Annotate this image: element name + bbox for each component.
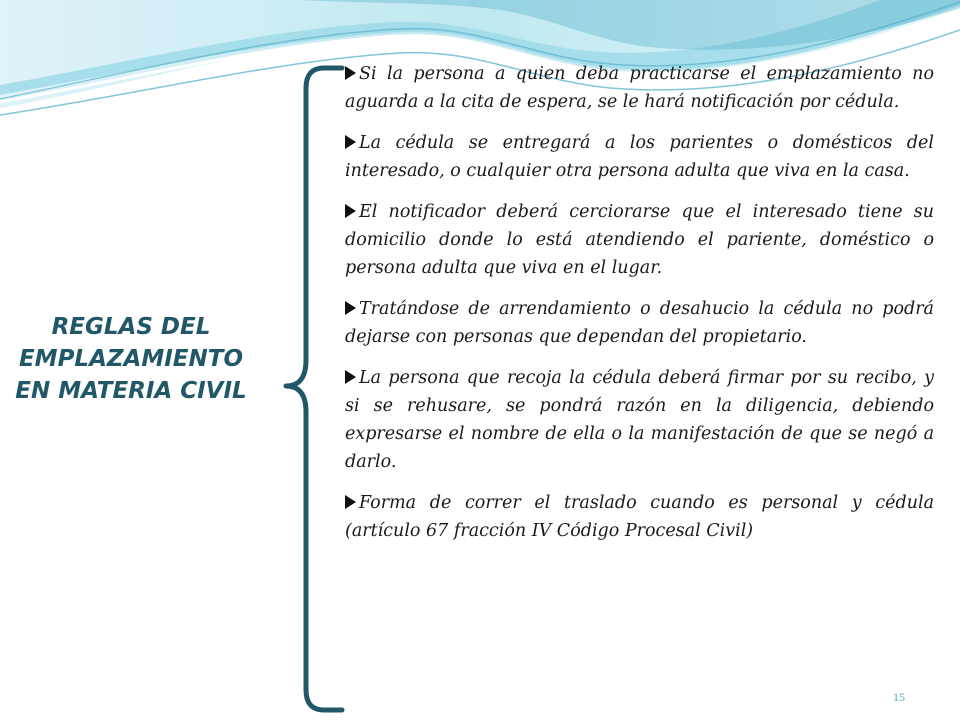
- page-number: 15: [893, 690, 905, 704]
- arrow-bullet-icon: [345, 135, 356, 149]
- arrow-bullet-icon: [345, 370, 356, 384]
- list-item: [345, 60, 934, 116]
- arrow-bullet-icon: [345, 301, 356, 315]
- arrow-bullet-icon: [345, 495, 356, 509]
- list-item: [345, 198, 934, 282]
- arrow-bullet-icon: [345, 66, 356, 80]
- slide-title: [4, 311, 258, 407]
- curly-bracket: [282, 60, 352, 720]
- list-item: [345, 364, 934, 476]
- arrow-bullet-icon: [345, 204, 356, 218]
- list-item: [345, 129, 934, 185]
- title-line: REGLAS DEL: [51, 314, 211, 340]
- title-line: EMPLAZAMIENTO: [18, 346, 244, 372]
- item-text: Tratándose de arrendamiento o desahucio la cédula no podrá dejarse con personas que dependan del propietario.: [345, 299, 934, 347]
- item-text: El notificador deberá cerciorarse que el interesado tiene su domicilio donde lo está atendiendo el pariente, doméstico o persona adulta que viva en el lugar.: [345, 202, 934, 278]
- title-line: EN MATERIA CIVIL: [15, 378, 247, 404]
- item-text: Si la persona a quien deba practicarse el emplazamiento no aguarda a la cita de espera, se le hará notificación por cédula.: [345, 64, 934, 112]
- bullet-list: [345, 60, 934, 558]
- item-text: La persona que recoja la cédula deberá firmar por su recibo, y si se rehusare, se pondrá razón en la diligencia, debiendo expresarse el nombre de ella o la manifestación de que se negó a darlo.: [345, 368, 934, 472]
- item-text: La cédula se entregará a los parientes o domésticos del interesado, o cualquier otra persona adulta que viva en la casa.: [345, 133, 934, 181]
- list-item: [345, 295, 934, 351]
- item-text: Forma de correr el traslado cuando es personal y cédula (artículo 67 fracción IV Código Procesal Civil): [345, 493, 934, 541]
- list-item: [345, 489, 934, 545]
